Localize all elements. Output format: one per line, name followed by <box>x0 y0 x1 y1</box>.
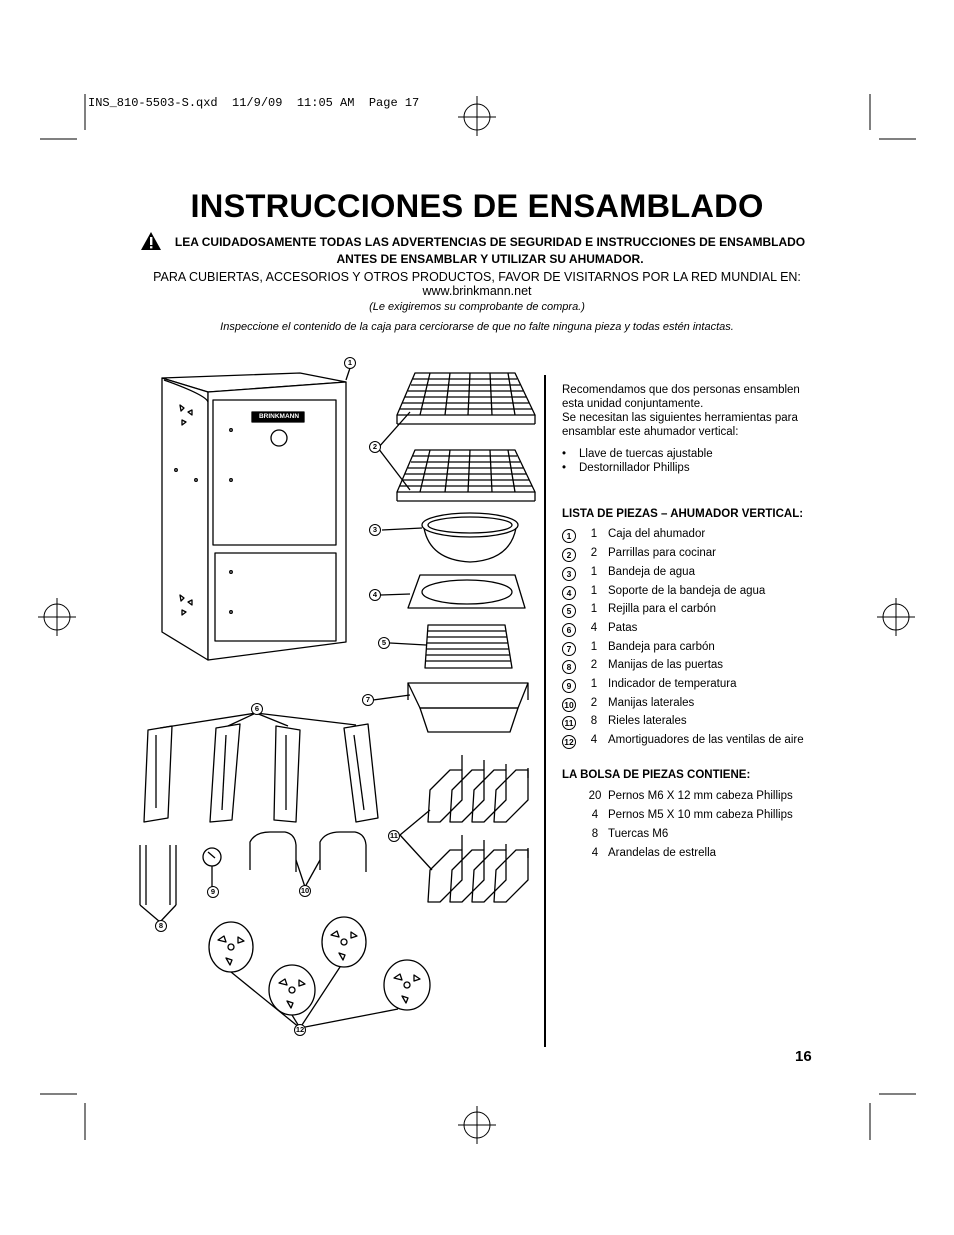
intro-line: ensamblar este ahumador vertical: <box>562 426 739 438</box>
tool-item: • Destornillador Phillips <box>562 462 690 474</box>
callout-1: 1 <box>344 357 356 369</box>
intro-text <box>562 383 800 439</box>
charcoal-pan-drawing <box>408 683 528 732</box>
intro-line: esta unidad conjuntamente. <box>562 398 704 410</box>
callout-5: 5 <box>378 637 390 649</box>
part-number: 9 <box>562 679 576 693</box>
page-number: 16 <box>795 1048 812 1065</box>
intro-line: Recomendamos que dos personas ensamblen <box>562 384 800 396</box>
cooking-grill-drawing <box>397 373 535 501</box>
callout-4: 4 <box>369 589 381 601</box>
slug-line: INS_810-5503-S.qxd 11/9/09 11:05 AM Page 17 <box>88 96 420 110</box>
charcoal-grate-drawing <box>425 625 512 668</box>
part-number: 8 <box>562 660 576 674</box>
part-number: 2 <box>562 548 576 562</box>
part-number: 10 <box>562 698 576 712</box>
water-pan-support-drawing <box>408 575 525 608</box>
callout-11: 11 <box>388 830 400 842</box>
callout-2: 2 <box>369 441 381 453</box>
visit-text: PARA CUBIERTAS, ACCESORIOS Y OTROS PRODUCTOS, FAVOR DE VISITARNOS POR LA RED MUNDIAL EN: <box>153 270 801 284</box>
column-divider <box>544 375 546 1047</box>
brand-label: BRINKMANN <box>258 413 300 420</box>
website-link[interactable]: www.brinkmann.net <box>422 284 532 298</box>
door-handles-drawing <box>140 845 176 922</box>
receipt-note: (Le exigiremos su comprobante de compra.) <box>369 301 585 313</box>
legs-drawing <box>144 713 378 822</box>
part-number: 7 <box>562 642 576 656</box>
water-pan-drawing <box>422 513 518 562</box>
part-number: 12 <box>562 735 576 749</box>
inspect-note: Inspeccione el contenido de la caja para cerciorarse de que no falte ninguna pieza y todas estén intactas. <box>220 321 734 333</box>
part-number: 6 <box>562 623 576 637</box>
tools-list <box>562 447 713 475</box>
parts-heading: LISTA DE PIEZAS – AHUMADOR VERTICAL: <box>562 508 804 520</box>
page-title: INSTRUCCIONES DE ENSAMBLADO <box>190 188 764 224</box>
callout-10: 10 <box>300 886 310 895</box>
dampers-drawing <box>209 917 430 1028</box>
callout-7: 7 <box>362 694 374 706</box>
tool-item: • Llave de tuercas ajustable <box>562 448 713 460</box>
intro-line: Se necesitan las siguientes herramientas para <box>562 412 798 424</box>
callout-6: 6 <box>251 703 263 715</box>
side-handles-drawing <box>250 832 366 887</box>
part-number: 5 <box>562 604 576 618</box>
bag-heading: LA BOLSA DE PIEZAS CONTIENE: <box>562 769 751 781</box>
callout-12: 12 <box>295 1025 305 1034</box>
callout-9: 9 <box>207 886 219 898</box>
temperature-gauge-drawing <box>203 848 221 888</box>
part-number: 4 <box>562 586 576 600</box>
side-rails-drawing <box>400 755 528 902</box>
callout-8: 8 <box>155 920 167 932</box>
callout-3: 3 <box>369 524 381 536</box>
part-number: 11 <box>562 716 576 730</box>
warning-text: LEA CUIDADOSAMENTE TODAS LAS ADVERTENCIAS DE SEGURIDAD E INSTRUCCIONES DE ENSAMBLADO ANTES DE ENSAMBLAR Y UTILIZAR SU AHUMADOR. <box>174 235 806 266</box>
part-number: 3 <box>562 567 576 581</box>
part-number: 1 <box>562 529 576 543</box>
